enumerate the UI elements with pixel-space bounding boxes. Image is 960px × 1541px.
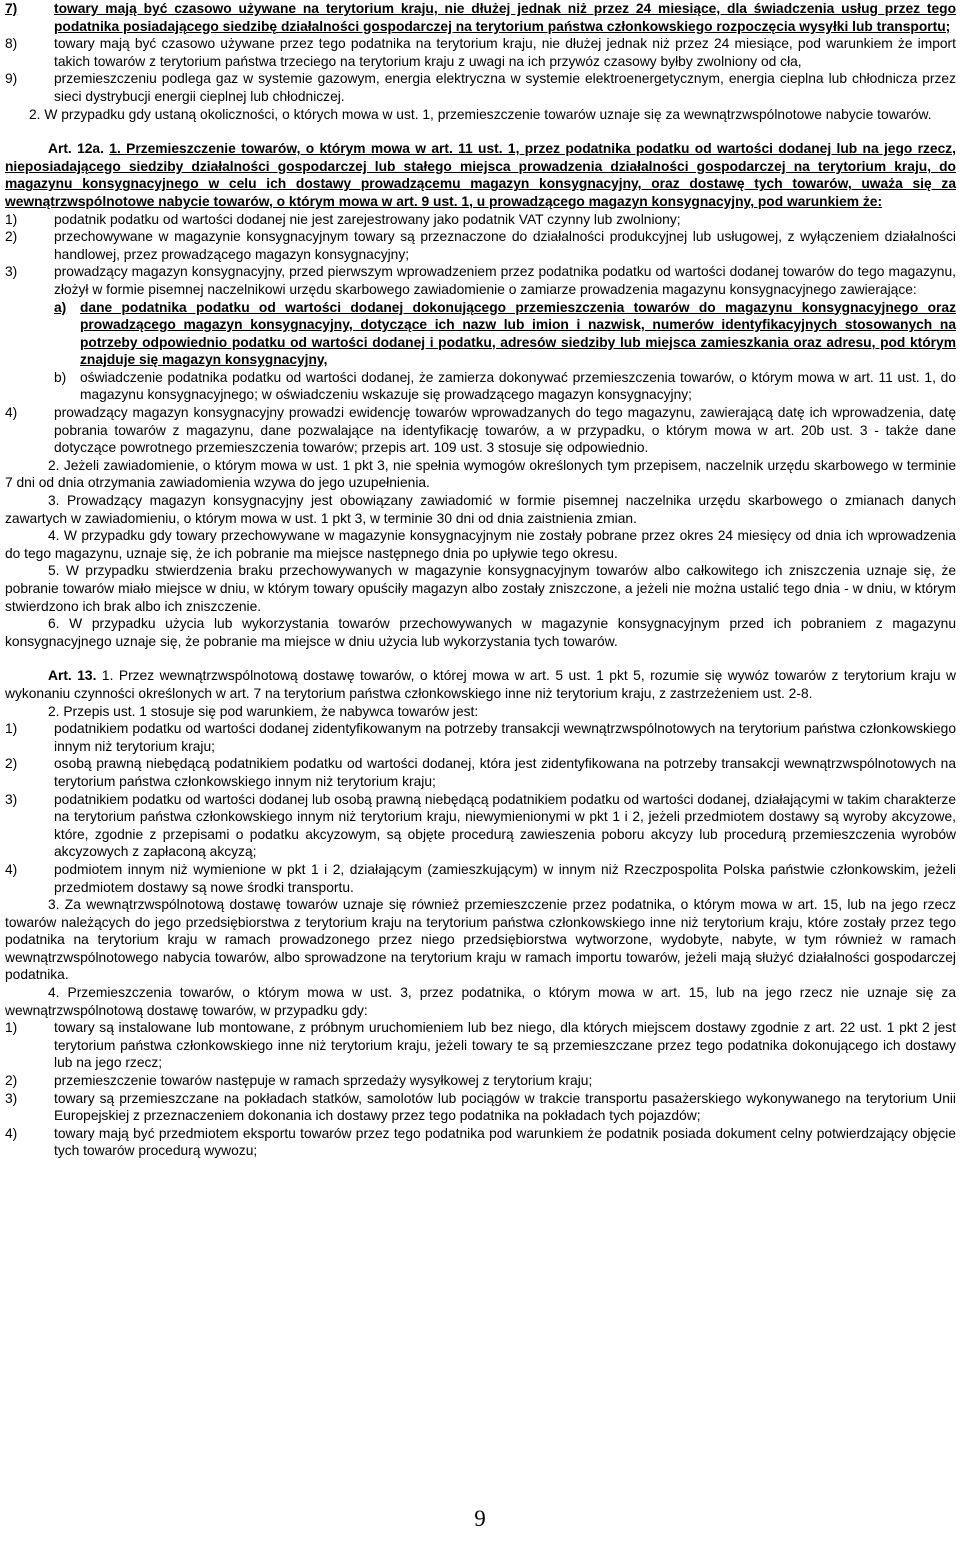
item-text: prowadzący magazyn konsygnacyjny, przed pierwszym wprowadzeniem przez podatnika podatku od wartości dodanej towarów do tego magazynu, złożył w formie pisemnej naczelnikowi urzędu skarbowego zawiadomienie o zamiarze prowadzenia magazynu konsygnacyjnego zawierające: xyxy=(54,264,956,297)
item-text: towary mają być czasowo używane przez tego podatnika na terytorium kraju, nie dłużej jednak niż przez 24 miesiące, pod warunkiem że import takich towarów z terytorium państwa trzeciego na terytorium kraju z uwagi na ich przywóz czasowy byłby zwolniony od cła, xyxy=(54,36,956,69)
paragraph: 6. W przypadku użycia lub wykorzystania towarów przechowywanych w magazynie konsygnacyjnym przed ich pobraniem z magazynu konsygnacyjnego uznaje się, że pobranie ma miejsce w dniu użycia lub wykorzystania tych towarów. xyxy=(5,616,956,649)
article-intro-text: 1. Przez wewnątrzwspólnotową dostawę towarów, o której mowa w art. 5 ust. 1 pkt 5, rozumie się wywóz towarów z terytorium kraju w wykonaniu czynności określonych w art. 7 na terytorium państwa członkowskiego inne niż terytorium kraju, z zastrzeżeniem ust. 2-8. xyxy=(5,668,956,701)
paragraph: 3. Za wewnątrzwspólnotową dostawę towarów uznaje się również przemieszczenie przez podatnika, o którym mowa w art. 15, lub na jego rzecz towarów należących do jego przedsiębiorstwa z terytorium kraju na terytorium państwa członkowskiego inne niż terytorium kraju, które zostały przez tego podatnika na terytorium kraju w ramach prowadzonego przez niego przedsiębiorstwa wytworzone, wydobyte, nabyte, w tym również w ramach wewnątrzwspólnotowego nabycia towarów, albo sprowadzone na terytorium kraju w ramach importu towarów, jeżeli mają służyć działalności gospodarczej podatnika. xyxy=(5,897,956,983)
sub-item-b xyxy=(54,369,956,404)
item-number: 8) xyxy=(5,36,18,52)
paragraph: 4. Przemieszczenia towarów, o którym mowa w ust. 3, przez podatnika, o którym mowa w art. 15, lub na jego rzecz nie uznaje się za wewnątrzwspólnotową dostawę towarów, w przypadku gdy: xyxy=(5,985,956,1018)
spacer xyxy=(5,123,956,140)
item-text: podatnik podatku od wartości dodanej nie jest zarejestrowany jako podatnik VAT czynny lub zwolniony; xyxy=(54,211,681,227)
paragraph: 2. Jeżeli zawiadomienie, o którym mowa w ust. 1 pkt 3, nie spełnia wymogów określonych tym przepisem, naczelnik urzędu skarbowego w terminie 7 dni od dnia otrzymania zawiadomienia wzywa do jego uzupełnienia. xyxy=(5,457,956,491)
item-number: 2) xyxy=(5,1073,18,1089)
list-item-8 xyxy=(5,35,956,70)
paragraph: 2. Przepis ust. 1 stosuje się pod warunkiem, że nabywca towarów jest: xyxy=(48,703,479,719)
list-item xyxy=(5,404,956,457)
item-text: towary mają być przedmiotem eksportu towarów przez tego podatnika pod warunkiem że podatnik posiada dokument celny potwierdzający objęcie tych towarów procedurą wywozu; xyxy=(54,1125,956,1159)
item-number: 2) xyxy=(5,229,18,245)
list-item xyxy=(5,791,956,861)
sub-item-a xyxy=(54,299,956,369)
spacer xyxy=(5,650,956,667)
item-text: podatnikiem podatku od wartości dodanej lub osobą prawną niebędącą podatnikiem podatku od wartości dodanej, działającymi w takim charakterze na terytorium państwa członkowskiego innym niż terytorium kraju, niewymienionymi w pkt 1 i 2, jeżeli przedmiotem dostawy są wyroby akcyzowe, które, zgodnie z przepisami o podatku akcyzowym, są objęte procedurą zawieszenia poboru akcyzy lub procedurą przemieszczenia wyrobów akcyzowych z zapłaconą akcyzą; xyxy=(54,791,956,860)
item-text: osobą prawną niebędącą podatnikiem podatku od wartości dodanej, która jest zidentyfikowana na potrzeby transakcji wewnątrzwspólnotowych na terytorium państwa członkowskiego innym niż terytorium kraju; xyxy=(54,756,956,789)
list-item xyxy=(5,1072,956,1090)
list-item xyxy=(5,861,956,896)
item-number: 4) xyxy=(5,1125,18,1141)
paragraph: 5. W przypadku stwierdzenia braku przechowywanych w magazynie konsygnacyjnym towarów albo całkowitego ich zniszczenia uznaje się, że pobranie towarów miało miejsce w dniu, w którym towary opuściły magazyn albo zostały zniszczone, a jeżeli nie można ustalić tego dnia - w dniu, w którym stwierdzono ich brak albo ich zniszczenie. xyxy=(5,563,956,614)
paragraph: 3. Prowadzący magazyn konsygnacyjny jest obowiązany zawiadomić w formie pisemnej naczelnika urzędu skarbowego o zmianach danych zawartych w zawiadomieniu, o którym mowa w ust. 1 pkt 3, w terminie 30 dni od dnia zaistnienia zmian. xyxy=(5,493,956,526)
page-number: 9 xyxy=(474,1506,486,1531)
article-13-intro xyxy=(5,667,956,702)
article-intro-text: 1. Przemieszczenie towarów, o którym mowa w art. 11 ust. 1, przez podatnika podatku od wartości dodanej lub na jego rzecz, nieposiadającego siedziby działalności gospodarczej lub stałego miejsca prowadzenia działalności gospodarczej na terytorium kraju, do magazynu konsygnacyjnego w celu ich dostawy prowadzącemu magazyn konsygnacyjny, oraz dostawę tych towarów, uważa się za wewnątrzwspólnotowe nabycie towarów, o którym mowa w art. 9 ust. 1, u prowadzącego magazyn konsygnacyjny, pod warunkiem że: xyxy=(5,141,957,209)
item-number: 1) xyxy=(5,721,18,737)
sub-item-letter: b) xyxy=(54,369,67,385)
item-text: przemieszczenie towarów następuje w ramach sprzedaży wysyłkowej z terytorium kraju; xyxy=(54,1073,593,1089)
item-number: 3) xyxy=(5,1090,18,1106)
list-item-7 xyxy=(5,0,956,35)
document-page xyxy=(5,0,956,1160)
item-text: towary mają być czasowo używane na terytorium kraju, nie dłużej jednak niż przez 24 miesiące, dla świadczenia usług przez tego podatnika posiadającego siedzibę działalności gospodarczej na terytorium państwa członkowskiego rozpoczęcia wysyłki lub transportu; xyxy=(54,1,956,34)
article-label: Art. 13. xyxy=(48,668,97,684)
item-number: 1) xyxy=(5,211,18,227)
list-item xyxy=(5,720,956,755)
paragraph: 2. W przypadku gdy ustaną okoliczności, o których mowa w ust. 1, przemieszczenie towarów uznaje się za wewnątrzwspólnotowe nabycie towarów. xyxy=(29,106,932,122)
item-text: towary są instalowane lub montowane, z próbnym uruchomieniem lub bez niego, dla których miejscem dostawy zgodnie z art. 22 ust. 1 pkt 2 jest terytorium państwa członkowskiego inne niż terytorium kraju, jeżeli towary te są przemieszczane przez tego podatnika dokonującego ich dostawy lub na jego rzecz; xyxy=(54,1020,956,1071)
item-number: 9) xyxy=(5,71,18,87)
item-text: przemieszczeniu podlega gaz w systemie gazowym, energia elektryczna w systemie elektroenergetycznym, energia cieplna lub chłodnicza przez sieci dystrybucji energii cieplnej lub chłodniczej. xyxy=(54,71,956,104)
item-text: towary są przemieszczane na pokładach statków, samolotów lub pociągów w trakcie transportu pasażerskiego wykonywanego na terytorium Unii Europejskiej z przeznaczeniem dokonania ich dostawy przez tego podatnika na pokładach tych pojazdów; xyxy=(54,1090,956,1124)
item-text: przechowywane w magazynie konsygnacyjnym towary są przeznaczone do działalności produkcyjnej lub usługowej, z wyłączeniem działalności handlowej, przez prowadzącego magazyn konsygnacyjny; xyxy=(54,229,956,262)
sub-item-text: dane podatnika podatku od wartości dodanej dokonującego przemieszczenia towarów do magazynu konsygnacyjnego oraz prowadzącego magazyn konsygnacyjny, dotyczące ich nazw lub imion i nazwisk, numerów identyfikacyjnych stosowanych na potrzeby odpowiednio podatku od wartości dodanej i podatku, adresów siedziby lub miejsca zamieszkania oraz adresu, pod którym znajduje się magazyn konsygnacyjny, xyxy=(80,299,956,368)
list-item xyxy=(5,263,956,298)
item-number: 7) xyxy=(5,1,18,16)
sub-item-letter: a) xyxy=(54,299,67,315)
article-label: Art. 12a. xyxy=(48,141,104,157)
list-item xyxy=(5,228,956,263)
item-text: podmiotem innym niż wymienione w pkt 1 i 2, działającym (zamieszkującym) w innym niż Rzeczpospolita Polska państwie członkowskim, jeżeli przedmiotem dostawy są nowe środki transportu. xyxy=(54,861,956,895)
item-number: 4) xyxy=(5,405,18,421)
sub-item-text: oświadczenie podatnika podatku od wartości dodanej, że zamierza dokonywać przemieszczenia towarów, o którym mowa w art. 11 ust. 1, do magazynu konsygnacyjnego; w oświadczeniu wskazuje się prowadzącego magazyn konsygnacyjny; xyxy=(80,369,956,403)
list-item-9 xyxy=(5,70,956,105)
list-item xyxy=(5,1090,956,1125)
paragraph: 4. W przypadku gdy towary przechowywane w magazynie konsygnacyjnym nie zostały pobrane przez okres 24 miesięcy od dnia ich wprowadzenia do tego magazynu, uznaje się, że ich pobranie ma miejsce następnego dnia po upływie tego okresu. xyxy=(5,528,956,561)
item-number: 3) xyxy=(5,264,18,280)
item-number: 1) xyxy=(5,1020,18,1036)
list-item xyxy=(5,1125,956,1160)
list-item xyxy=(5,755,956,790)
item-text: podatnikiem podatku od wartości dodanej zidentyfikowanym na potrzeby transakcji wewnątrzwspólnotowych na terytorium państwa członkowskiego innym niż terytorium kraju; xyxy=(54,721,956,754)
list-item xyxy=(5,1019,956,1072)
item-number: 2) xyxy=(5,756,18,772)
article-12a-intro xyxy=(5,140,956,210)
list-item xyxy=(5,211,956,229)
item-number: 4) xyxy=(5,861,18,877)
item-number: 3) xyxy=(5,791,18,807)
item-text: prowadzący magazyn konsygnacyjny prowadzi ewidencję towarów wprowadzanych do tego magazynu, zawierającą datę ich wprowadzenia, datę pobrania towarów z magazynu, dane pozwalające na identyfikację towarów, a w przypadku, o którym mowa w art. 20b ust. 3 - także dane dotyczące powrotnego przemieszczenia towarów; przepis art. 109 ust. 3 stosuje się odpowiednio. xyxy=(54,405,956,456)
